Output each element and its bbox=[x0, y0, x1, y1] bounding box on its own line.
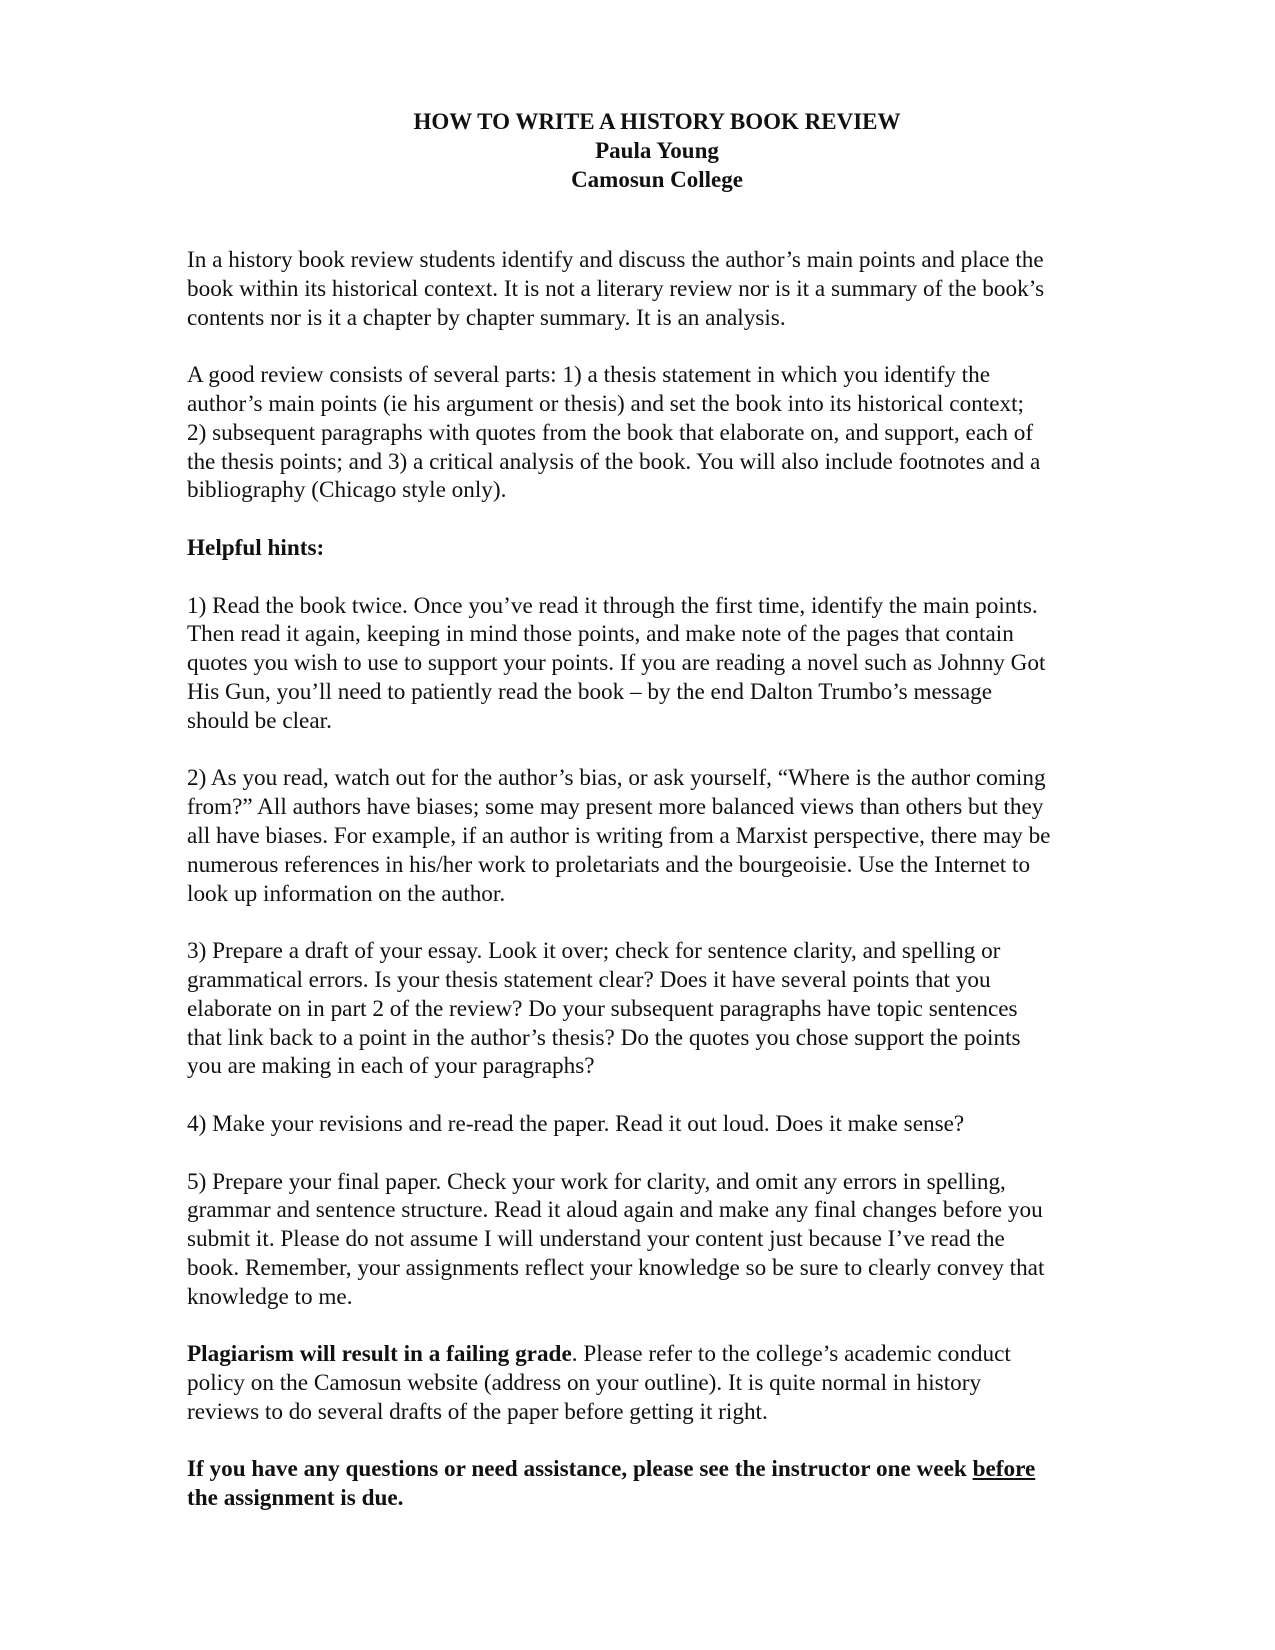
hint-5-paragraph bbox=[187, 1168, 1127, 1312]
plagiarism-warning: Plagiarism will result in a failing grade bbox=[187, 1341, 572, 1368]
hint-line: quotes you wish to use to support your points. If you are reading a novel such as Johnny Got bbox=[187, 650, 1046, 677]
parts-paragraph bbox=[187, 361, 1127, 505]
hint-line: grammar and sentence structure. Read it aloud again and make any final changes before you bbox=[187, 1197, 1043, 1224]
document-title: HOW TO WRITE A HISTORY BOOK REVIEW bbox=[413, 109, 901, 134]
parts-line: A good review consists of several parts: 1) a thesis statement in which you identify the bbox=[187, 362, 991, 389]
hint-4-paragraph bbox=[187, 1110, 1127, 1139]
parts-line: author’s main points (ie his argument or thesis) and set the book into its historical context; bbox=[187, 390, 1024, 417]
parts-line: bibliography (Chicago style only). bbox=[187, 477, 507, 504]
intro-paragraph bbox=[187, 246, 1127, 332]
intro-line: In a history book review students identify and discuss the author’s main points and place the bbox=[187, 247, 1044, 273]
hint-line: 4) Make your revisions and re-read the paper. Read it out loud. Does it make sense? bbox=[187, 1110, 965, 1137]
hint-line: grammatical errors. Is your thesis statement clear? Does it have several points that you bbox=[187, 966, 991, 993]
hint-line: book. Remember, your assignments reflect your knowledge so be sure to clearly convey that bbox=[187, 1254, 1045, 1281]
hint-line: you are making in each of your paragraphs? bbox=[187, 1053, 595, 1080]
document-header bbox=[187, 107, 1127, 194]
hint-3-paragraph bbox=[187, 937, 1127, 1081]
institution-name: Camosun College bbox=[571, 167, 743, 192]
hint-line: submit it. Please do not assume I will understand your content just because I’ve read the bbox=[187, 1226, 1005, 1253]
hint-line: look up information on the author. bbox=[187, 880, 506, 907]
hint-line: numerous references in his/her work to proletariats and the bourgeoisie. Use the Internet to bbox=[187, 851, 1031, 878]
hint-line: elaborate on in part 2 of the review? Do your subsequent paragraphs have topic sentences bbox=[187, 995, 1018, 1022]
closing-paragraph bbox=[187, 1455, 1127, 1513]
hint-line: should be clear. bbox=[187, 707, 332, 734]
document-page bbox=[187, 107, 1127, 1513]
hint-line: 3) Prepare a draft of your essay. Look it over; check for sentence clarity, and spelling or bbox=[187, 938, 1001, 965]
hint-2-paragraph bbox=[187, 764, 1127, 908]
intro-line: book within its historical context. It is not a literary review nor is it a summary of the book’s bbox=[187, 275, 1045, 302]
hint-line: from?” All authors have biases; some may present more balanced views than others but they bbox=[187, 794, 1044, 821]
hint-1-paragraph bbox=[187, 592, 1127, 736]
hint-line: 1) Read the book twice. Once you’ve read it through the first time, identify the main points. bbox=[187, 592, 1038, 619]
closing-line bbox=[187, 1455, 1127, 1484]
hints-heading: Helpful hints: bbox=[187, 534, 325, 561]
plagiarism-line bbox=[187, 1340, 1127, 1369]
hint-line: His Gun, you’ll need to patiently read the book – by the end Dalton Trumbo’s message bbox=[187, 678, 993, 705]
hint-line: that link back to a point in the author’s thesis? Do the quotes you chose support the points bbox=[187, 1024, 1021, 1051]
hint-line: Then read it again, keeping in mind those points, and make note of the pages that contain bbox=[187, 621, 1014, 648]
closing-text: If you have any questions or need assistance, please see the instructor one week bbox=[187, 1456, 973, 1483]
hint-line: all have biases. For example, if an author is writing from a Marxist perspective, there may be bbox=[187, 822, 1051, 849]
plagiarism-line-rest: . Please refer to the college’s academic conduct bbox=[571, 1341, 1011, 1368]
closing-line: the assignment is due. bbox=[187, 1485, 404, 1512]
author-name: Paula Young bbox=[595, 138, 719, 163]
plagiarism-line: reviews to do several drafts of the paper before getting it right. bbox=[187, 1398, 768, 1425]
plagiarism-paragraph bbox=[187, 1340, 1127, 1426]
parts-line: 2) subsequent paragraphs with quotes from the book that elaborate on, and support, each of bbox=[187, 419, 1034, 446]
hint-line: 5) Prepare your final paper. Check your work for clarity, and omit any errors in spelling, bbox=[187, 1168, 1006, 1195]
hint-line: knowledge to me. bbox=[187, 1283, 353, 1310]
plagiarism-line: policy on the Camosun website (address on your outline). It is quite normal in history bbox=[187, 1370, 982, 1397]
parts-line: the thesis points; and 3) a critical analysis of the book. You will also include footnotes and a bbox=[187, 448, 1041, 475]
closing-underlined-word: before bbox=[972, 1456, 1036, 1483]
hint-line: 2) As you read, watch out for the author’s bias, or ask yourself, “Where is the author coming bbox=[187, 765, 1046, 792]
intro-line: contents nor is it a chapter by chapter summary. It is an analysis. bbox=[187, 304, 786, 331]
